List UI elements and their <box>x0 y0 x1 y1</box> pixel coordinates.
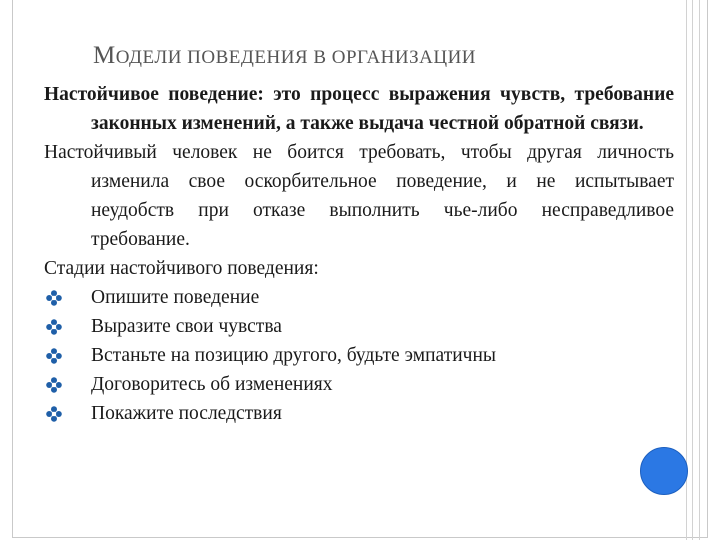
list-item-label: Опишите поведение <box>91 287 260 308</box>
slide-body <box>44 80 674 428</box>
flower-bullet-icon <box>46 406 62 422</box>
definition-paragraph: Настойчивое поведение: это процесс выражения чувств, требование законных изменений, а также выдача честной обратной связи. <box>44 84 674 134</box>
flower-bullet-icon <box>46 290 62 306</box>
slide-title <box>93 42 476 70</box>
flower-bullet-icon <box>46 348 62 364</box>
decorative-rail <box>699 0 700 540</box>
list-item <box>44 283 674 312</box>
accent-circle <box>640 447 688 495</box>
list-item-label: Покажите последствия <box>91 403 282 424</box>
decorative-rail <box>692 0 693 540</box>
flower-bullet-icon <box>46 377 62 393</box>
stages-heading: Стадии настойчивого поведения: <box>44 258 319 279</box>
flower-bullet-icon <box>46 319 62 335</box>
list-item <box>44 312 674 341</box>
title-first-letter: М <box>93 42 116 69</box>
list-item-label: Договоритесь об изменениях <box>91 374 333 395</box>
decorative-rail <box>686 0 687 540</box>
description-paragraph: Настойчивый человек не боится требовать, чтобы другая личность изменила свое оскорбительное поведение, и не испытывает неудобств при отказе выполнить чье-либо несправедливое требование. <box>44 142 674 250</box>
list-item <box>44 399 674 428</box>
list-item-label: Выразите свои чувства <box>91 316 282 337</box>
list-item <box>44 341 674 370</box>
list-item-label: Встаньте на позицию другого, будьте эмпатичны <box>91 345 497 366</box>
list-item <box>44 370 674 399</box>
title-rest: ОДЕЛИ ПОВЕДЕНИЯ В ОРГАНИЗАЦИИ <box>115 47 477 68</box>
